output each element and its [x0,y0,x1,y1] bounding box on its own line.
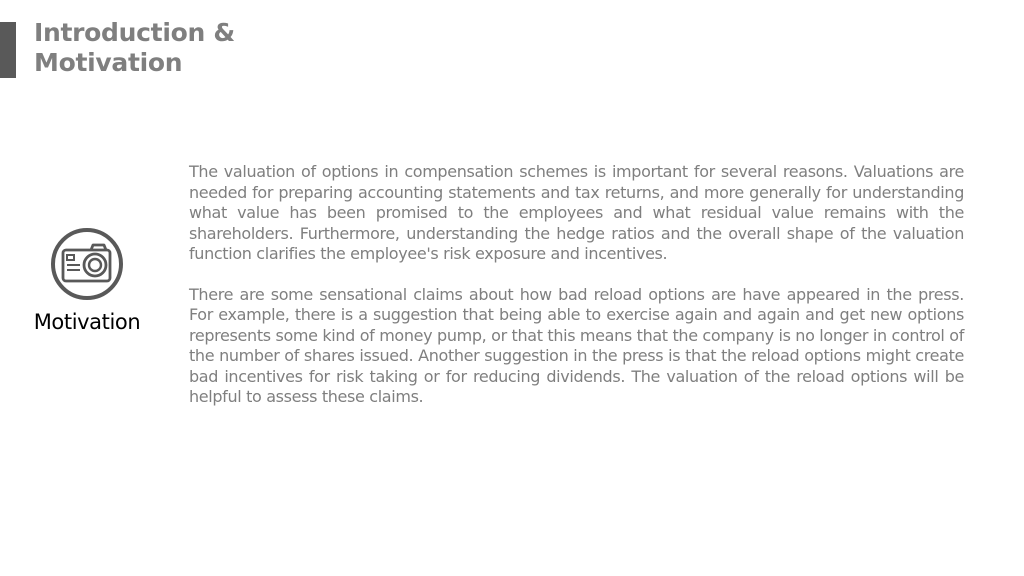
paragraph-1: The valuation of options in compensation schemes is important for several reasons. Valuations are needed for preparing accounting statements and tax returns, and more generally for understanding what value has been promised to the employees and what residual value remains with the shareholders. Furthermore, understanding the hedge ratios and the overall shape of the valuation function clarifies the employee's risk exposure and incentives. [189,162,964,263]
camera-icon [49,226,125,302]
title-accent-bar [0,22,16,78]
slide-title [34,18,334,78]
section-label: Motivation [33,310,141,334]
body-text [189,162,964,428]
paragraph-2: There are some sensational claims about how bad reload options are have appeared in the press. For example, there is a suggestion that being able to exercise again and again and get new options represents some kind of money pump, or that this means that the company is no longer in control of the number of shares issued. Another suggestion in the press is that the reload options might create bad incentives for risk taking or for reducing dividends. The valuation of the reload options will be helpful to assess these claims. [189,284,964,406]
motivation-section [22,226,152,334]
slide-title-text: Introduction & Motivation [34,18,235,77]
